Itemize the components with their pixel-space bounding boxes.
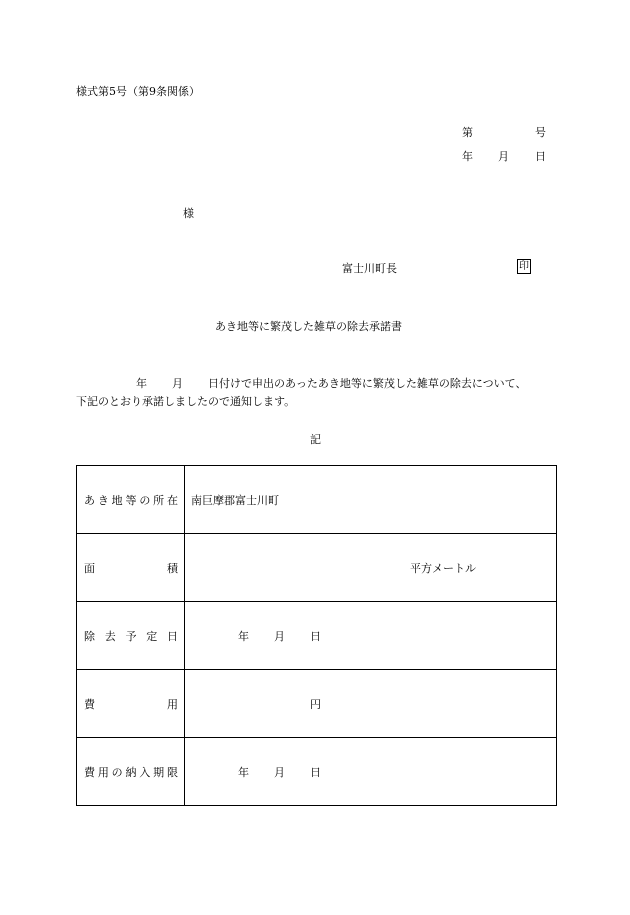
label-char: 定 <box>146 629 158 643</box>
cost-unit: 円 <box>310 697 321 711</box>
removal-day: 日 <box>310 629 321 643</box>
ki-heading: 記 <box>310 433 321 446</box>
label-char: 限 <box>166 765 178 779</box>
label-char: 積 <box>167 561 178 575</box>
document-title: あき地等に繁茂した雑草の除去承諾書 <box>215 320 402 333</box>
table-row <box>77 602 557 670</box>
body-line2: 下記のとおり承諾しましたので通知します。 <box>76 395 296 408</box>
value-area <box>185 534 557 602</box>
label-char: 所 <box>153 493 165 507</box>
removal-year: 年 <box>238 629 249 643</box>
label-char: 面 <box>84 561 95 575</box>
table-row <box>77 670 557 738</box>
doc-no-prefix: 第 <box>462 126 473 139</box>
deadline-year: 年 <box>238 765 249 779</box>
label-char: 費 <box>84 697 95 711</box>
label-location <box>77 466 185 534</box>
seal-stamp-text: 印 <box>519 261 529 272</box>
label-removal-date <box>77 602 185 670</box>
date-year: 年 <box>462 150 473 163</box>
addressee-honorific: 様 <box>183 207 194 220</box>
date-day: 日 <box>535 150 546 163</box>
issuer-name: 富士川町長 <box>342 262 397 275</box>
label-char: 等 <box>125 493 137 507</box>
label-char: 費 <box>84 765 95 779</box>
label-area <box>77 534 185 602</box>
label-cost <box>77 670 185 738</box>
label-char: 地 <box>111 493 123 507</box>
table-row <box>77 738 557 806</box>
table-row <box>77 534 557 602</box>
label-char: 期 <box>153 765 165 779</box>
label-char: の <box>139 493 151 507</box>
label-char: 在 <box>166 493 178 507</box>
removal-month: 月 <box>274 629 285 643</box>
seal-stamp <box>517 259 531 274</box>
body-year: 年 <box>136 377 147 390</box>
date-month: 月 <box>498 150 509 163</box>
label-char: 入 <box>139 765 151 779</box>
value-location <box>185 466 557 534</box>
area-unit: 平方メートル <box>410 561 476 575</box>
label-char: 用 <box>167 697 178 711</box>
value-payment-deadline <box>185 738 557 806</box>
label-char: き <box>97 493 109 507</box>
label-char: あ <box>84 493 95 507</box>
label-char: の <box>111 765 123 779</box>
body-line1-rest: 日付けで申出のあったあき地等に繁茂した雑草の除去について、 <box>208 377 527 390</box>
table-row <box>77 466 557 534</box>
deadline-day: 日 <box>310 765 321 779</box>
form-number: 様式第5号（第9条関係） <box>76 85 200 98</box>
label-char: 去 <box>104 629 116 643</box>
label-payment-deadline <box>77 738 185 806</box>
body-month: 月 <box>172 377 183 390</box>
location-text: 南巨摩郡富士川町 <box>191 493 279 507</box>
doc-no-suffix: 号 <box>535 126 546 139</box>
label-char: 納 <box>125 765 137 779</box>
label-char: 予 <box>125 629 137 643</box>
label-char: 日 <box>167 629 178 643</box>
label-char: 用 <box>97 765 109 779</box>
value-removal-date <box>185 602 557 670</box>
label-char: 除 <box>84 629 95 643</box>
detail-table <box>76 465 557 806</box>
deadline-month: 月 <box>274 765 285 779</box>
value-cost <box>185 670 557 738</box>
